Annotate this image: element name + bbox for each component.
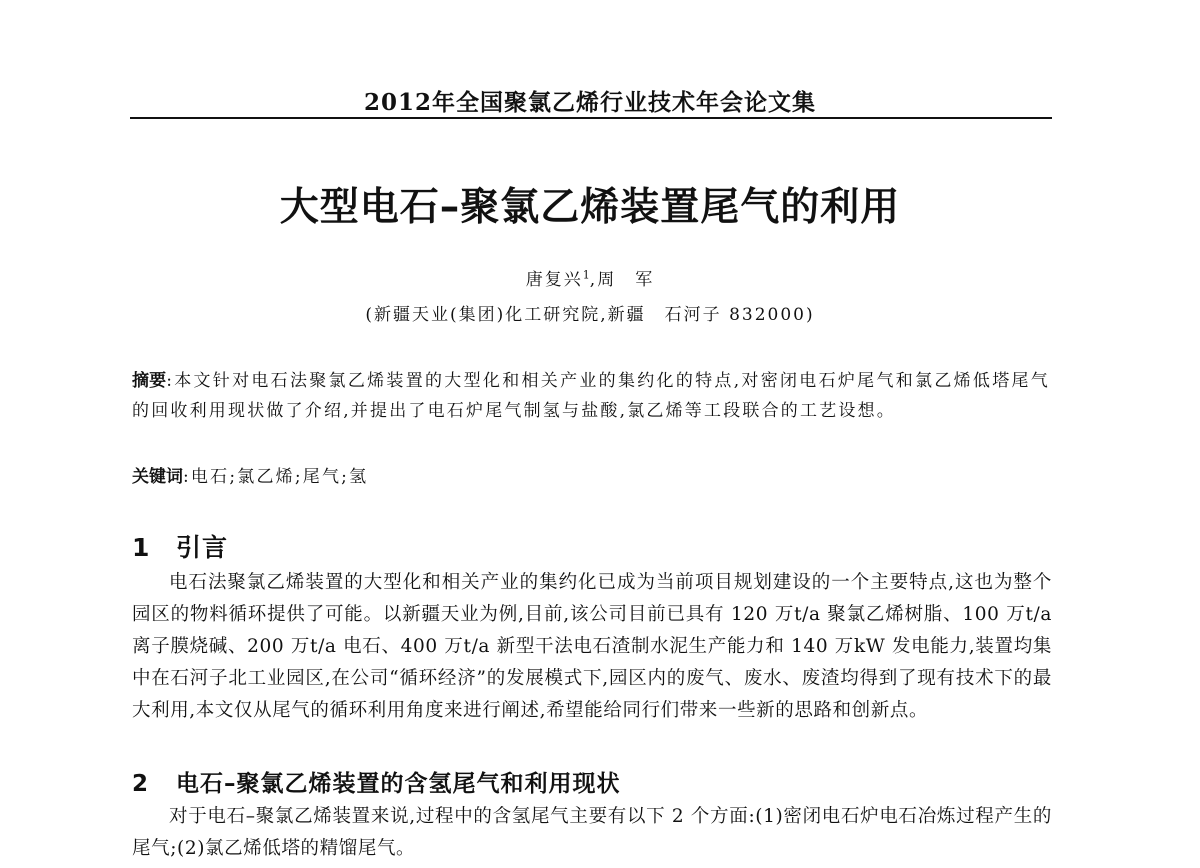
abstract-label: 摘要	[132, 371, 167, 391]
body-paragraph: 电石法聚氯乙烯装置的大型化和相关产业的集约化已成为当前项目规划建设的一个主要特点,这也为整个园区的物料循环提供了可能。以新疆天业为例,目前,该公司目前已具有 120 万t/a 聚氯乙烯树脂、100 万t/a 离子膜烧碱、200 万t/a 电石、400 万t/a 新型干法电石渣制水泥生产能力和 140 万kW 发电能力,装置均集中在石河子北工业园区,在公司“循环经济”的发展模式下,园区内的废气、废水、废渣均得到了现有技术下的最大利用,本文仅从尾气的循环利用角度来进行阐述,希望能给同行们带来一些新的思路和创新点。	[132, 572, 1052, 721]
header-rule	[130, 117, 1052, 119]
author-affiliation-mark: 1	[582, 268, 590, 282]
abstract-text: :本文针对电石法聚氯乙烯装置的大型化和相关产业的集约化的特点,对密闭电石炉尾气和氯乙烯低塔尾气的回收利用现状做了介绍,并提出了电石炉尾气制氢与盐酸,氯乙烯等工段联合的工艺设想。	[132, 371, 1050, 421]
authors-line	[130, 265, 1050, 290]
section-heading	[132, 528, 1050, 564]
paper-title: 大型电石–聚氯乙烯装置尾气的利用	[279, 185, 901, 230]
section-number: 1	[132, 533, 151, 562]
section-number: 2	[132, 771, 150, 797]
abstract	[132, 366, 1050, 426]
section-heading	[132, 765, 1050, 798]
author-rest: ,周 军	[589, 270, 655, 290]
author-first: 唐复兴	[525, 270, 583, 290]
keywords-text: :电石;氯乙烯;尾气;氢	[183, 467, 369, 487]
keywords-label: 关键词	[132, 467, 183, 487]
body-paragraph: 对于电石–聚氯乙烯装置来说,过程中的含氢尾气主要有以下 2 个方面:(1)密闭电石炉电石冶炼过程产生的尾气;(2)氯乙烯低塔的精馏尾气。	[132, 806, 1052, 859]
running-head: 2012年全国聚氯乙烯行业技术年会论文集	[363, 89, 816, 116]
affiliation: (新疆天业(集团)化工研究院,新疆 石河子 832000)	[365, 305, 815, 325]
section-title: 引言	[176, 533, 229, 562]
section-title: 电石–聚氯乙烯装置的含氢尾气和利用现状	[176, 771, 621, 797]
keywords	[132, 462, 1050, 492]
